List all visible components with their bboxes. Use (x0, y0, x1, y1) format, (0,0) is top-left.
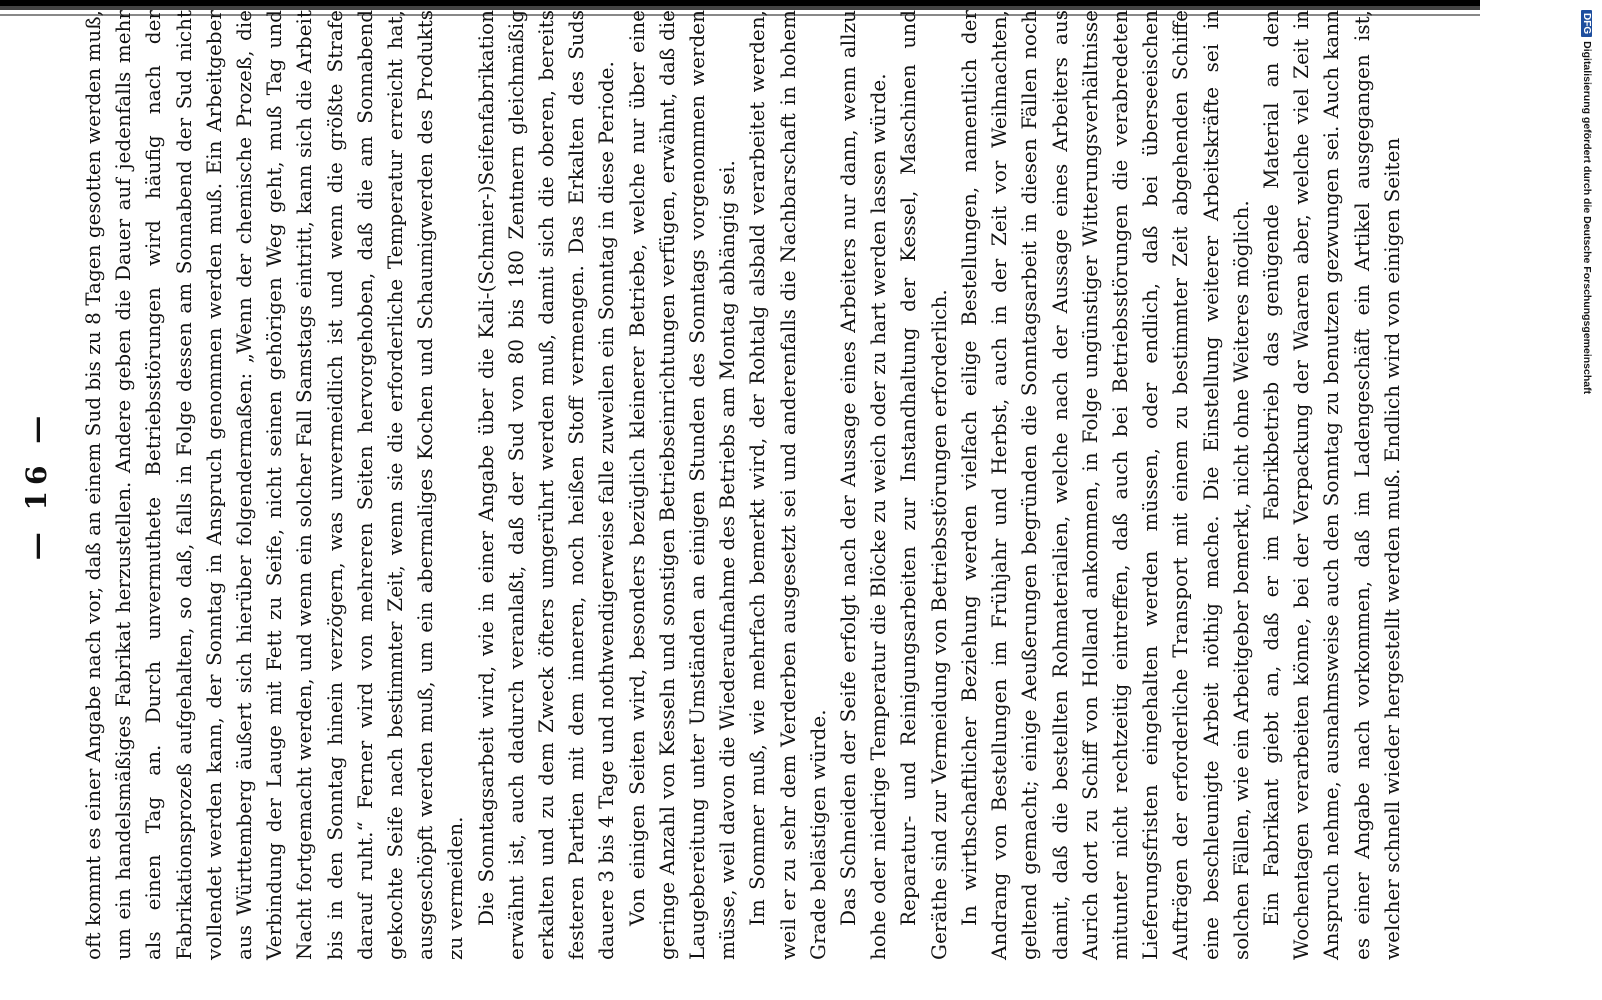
digitization-credit (1575, 10, 1597, 810)
rotated-text-block (20, 10, 1490, 960)
paragraph-2: Die Sonntagsarbeit wird, wie in einer Angabe über die Kali-(Schmier-)Seifenfabrikation erwähnt ist, auch dadurch veranlaßt, daß der Sud von 80 bis 180 Zentnern gleichmäßig erkalten und zu dem Zweck öfters umgerührt werden muß, damit sich die oberen, bereits festeren Partien mit dem inneren, noch heißen Stoff vermengen. Das Erkalten des Suds dauere 3 bis 4 Tage und nothwendigerweise falle zuweilen ein Sonntag in diese Periode. (473, 10, 619, 960)
dfg-logo-icon: DFG (1581, 10, 1592, 37)
paragraph-8: Ein Fabrikant giebt an, daß er im Fabrikbetrieb das genügende Material an den Wochentagen verarbeiten könne, bei der Verpackung der Waaren aber, welche viel Zeit in Anspruch nehme, ausnahmsweise auch den Sonntag zu benutzen gezwungen sei. Auch kann es einer Angabe nach vorkommen, daß im Ladengeschäft ein Artikel ausgegangen ist, welcher schnell wieder hergestellt werden muß. Endlich wird von einigen Seiten (1258, 10, 1404, 960)
credit-text: Digitalisierung gefördert durch die Deutsche Forschungsgemeinschaft (1581, 41, 1593, 395)
paragraph-5: Das Schneiden der Seife erfolgt nach der Aussage eines Arbeiters nur dann, wenn allzu hohe oder niedrige Temperatur die Blöcke zu weich oder zu hart werden lassen würde. (836, 10, 891, 960)
paragraph-6: Reparatur- und Reinigungsarbeiten zur Instandhaltung der Kessel, Maschinen und Geräthe sind zur Vermeidung von Betriebsstörungen erforderlich. (896, 10, 951, 960)
rotated-text-area (20, 0, 1404, 1000)
page-number: — 16 — (20, 409, 53, 561)
paragraph-4: Im Sommer muß, wie mehrfach bemerkt wird, der Rohtalg alsbald verarbeitet werden, weil er zu sehr dem Verderben ausgesetzt sei und anderenfalls die Nachbarschaft in hohem Grade belästigen würde. (745, 10, 830, 960)
body-text (78, 10, 1407, 960)
paragraph-7: In wirthschaftlicher Beziehung werden vielfach eilige Bestellungen, namentlich der Andrang von Bestellungen im Frühjahr und Herbst, auch in der Zeit vor Weihnachten, geltend gemacht; einige Aeußerungen begründen die Sonntagsarbeit in diesen Fällen noch damit, daß die bestellten Rohmaterialien, welche nach der Aussage eines Arbeiters aus Aurich dort zu Schiff von Holland ankommen, in Folge ungünstiger Witterungsverhältnisse mitunter nicht rechtzeitig eintreffen, daß auch bei Betriebsstörungen die verabredeten Lieferungsfristen eingehalten werden müssen, oder endlich, daß bei überseeischen Aufträgen der erforderliche Transport mit einem zu bestimmter Zeit abgehenden Schiffe eine beschleunigte Arbeit nöthig mache. Die Einstellung weiterer Arbeitskräfte sei in solchen Fällen, wie ein Arbeitgeber bemerkt, nicht ohne Weiteres möglich. (956, 10, 1253, 960)
paragraph-1: oft kommt es einer Angabe nach vor, daß an einem Sud bis zu 8 Tagen gesotten werden muß, um ein handelsmäßiges Fabrikat herzustellen. Andere geben die Dauer auf jedenfalls mehr als einen Tag an. Durch unvermuthete Betriebsstörungen wird häufig nach der Fabrikationsprozeß aufgehalten, so daß, falls in Folge dessen am Sonnabend der Sud nicht vollendet werden kann, der Sonntag in Anspruch genommen werden muß. Ein Arbeitgeber aus Württemberg äußert sich hierüber folgendermaßen: „Wenn der chemische Prozeß, die Verbindung der Lauge mit Fett zu Seife, nicht seinen gehörigen Weg geht, muß Tag und Nacht fortgemacht werden, und wenn ein solcher Fall Samstags eintritt, kann sich die Arbeit bis in den Sonntag hinein verzögern, was unvermeidlich ist und wenn die größte Strafe darauf ruht.“ Ferner wird von mehreren Seiten hervorgehoben, daß die am Sonnabend gekochte Seife nach bestimmter Zeit, wenn sie die erforderliche Temperatur erreicht hat, ausgeschöpft werden muß, um ein abermaliges Kochen und Schaumigwerden des Produkts zu vermeiden. (81, 10, 468, 960)
paragraph-3: Von einigen Seiten wird, besonders bezüglich kleinerer Betriebe, welche nur über eine geringe Anzahl von Kesseln und sonstigen Betriebseinrichtungen verfügen, erwähnt, daß die Laugebereitung unter Umständen an einigen Stunden des Sonntags vorgenommen werden müsse, weil davon die Wiederaufnahme des Betriebs am Montag abhängig sei. (624, 10, 740, 960)
